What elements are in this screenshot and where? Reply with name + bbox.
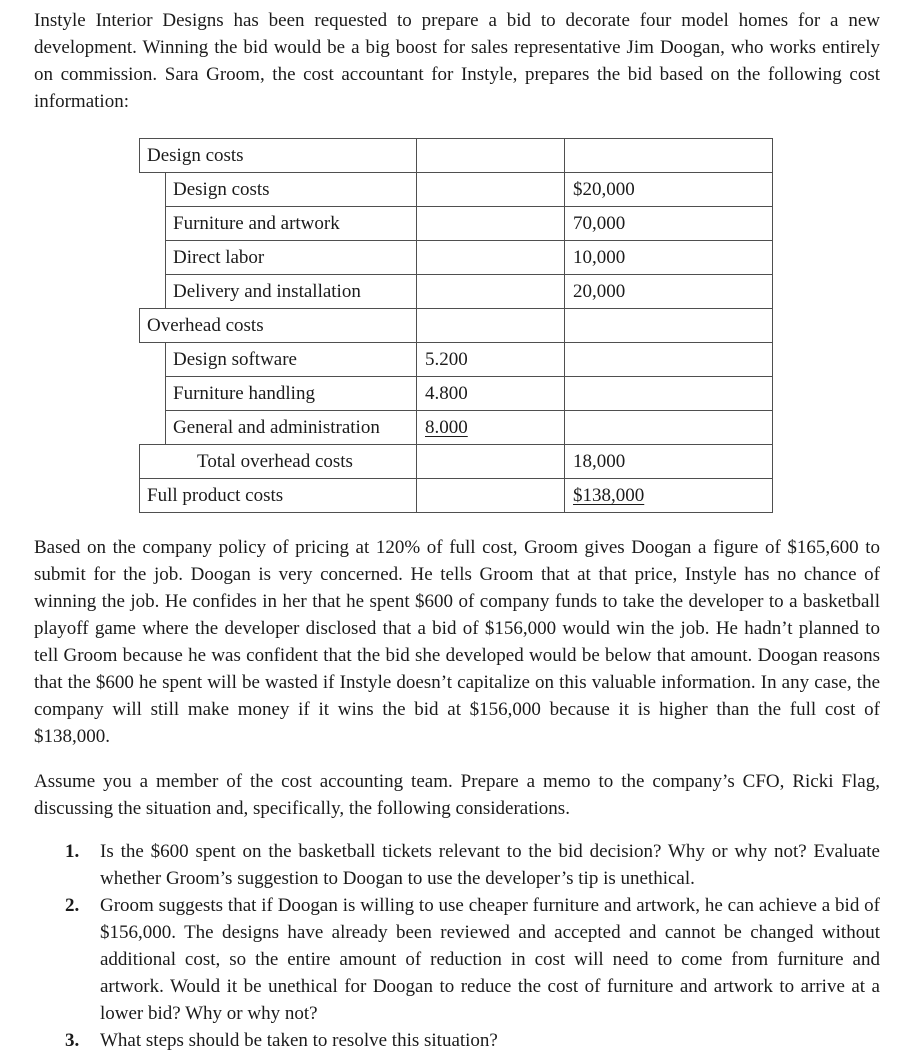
question-item-1 xyxy=(65,838,880,892)
subtotal-cell: 5.200 xyxy=(416,343,564,376)
subtotal-cell xyxy=(416,241,564,274)
amount-cell xyxy=(564,343,772,376)
question-number: 3. xyxy=(65,1030,80,1051)
question-text: Groom suggests that if Doogan is willing to use cheaper furniture and artwork, he can achieve a bid of $156,000. The designs have already been reviewed and accepted and cannot be changed without additional cost, so the entire amount of reduction in cost will need to come from furniture and artwork. Would it be unethical for Doogan to reduce the cost of furniture and artwork to arrive at a lower bid? Why or why not? xyxy=(100,895,880,1024)
row-label: Furniture and artwork xyxy=(173,213,340,234)
amount-cell: 18,000 xyxy=(564,445,772,478)
amount-cell xyxy=(564,139,772,172)
cost-table-row-furniture-artwork xyxy=(165,206,773,241)
cost-table-row-delivery-installation xyxy=(165,274,773,309)
question-item-3 xyxy=(65,1027,880,1054)
question-number: 1. xyxy=(65,841,80,862)
amount-cell xyxy=(564,377,772,410)
row-label: Furniture handling xyxy=(173,383,315,404)
amount-cell: $20,000 xyxy=(564,173,772,206)
cost-table-row-overhead-group xyxy=(139,308,773,343)
question-number: 2. xyxy=(65,895,80,916)
row-label: Design costs xyxy=(147,145,244,166)
subtotal-cell xyxy=(416,479,564,512)
cost-table-row-design-software xyxy=(165,342,773,377)
subtotal-cell xyxy=(416,309,564,342)
intro-paragraph: Instyle Interior Designs has been requested to prepare a bid to decorate four model homes for a new development. Winning the bid would be a big boost for sales representative Jim Doogan, who works entirely on commission. Sara Groom, the cost accountant for Instyle, prepares the bid based on the following cost information: xyxy=(34,10,880,112)
amount-cell xyxy=(564,309,772,342)
cost-table-row-design-costs-group xyxy=(139,138,773,173)
subtotal-cell: 4.800 xyxy=(416,377,564,410)
subtotal-cell xyxy=(416,445,564,478)
row-label: Total overhead costs xyxy=(197,451,353,472)
amount-cell: 70,000 xyxy=(564,207,772,240)
questions-list xyxy=(65,838,880,1054)
row-label: Design costs xyxy=(173,179,270,200)
situation-paragraph: Based on the company policy of pricing at 120% of full cost, Groom gives Doogan a figure of $165,600 to submit for the job. Doogan is very concerned. He tells Groom that at that price, Instyle has no chance of winning the job. He confides in her that he spent $600 of company funds to take the developer to a basketball playoff game where the developer disclosed that a bid of $156,000 would win the job. He hadn’t planned to tell Groom because he was confident that the bid she developed would be below that amount. Doogan reasons that the $600 he spent will be wasted if Instyle doesn’t capitalize on this valuable information. In any case, the company will still make money if it wins the bid at $156,000 because it is higher than the full cost of $138,000. xyxy=(34,537,880,747)
row-label: General and administration xyxy=(173,417,380,438)
amount-cell: 10,000 xyxy=(564,241,772,274)
cost-table-row-general-administration xyxy=(165,410,773,445)
row-label: Direct labor xyxy=(173,247,265,268)
subtotal-cell xyxy=(416,173,564,206)
row-label: Design software xyxy=(173,349,297,370)
question-item-2 xyxy=(65,892,880,1027)
amount-cell-underlined: $138,000 xyxy=(564,479,772,512)
question-text: Is the $600 spent on the basketball tickets relevant to the bid decision? Why or why not? Evaluate whether Groom’s suggestion to Doogan to use the developer’s tip is unethical. xyxy=(100,841,880,889)
subtotal-cell xyxy=(416,139,564,172)
assignment-paragraph: Assume you a member of the cost accounting team. Prepare a memo to the company’s CFO, Ricki Flag, discussing the situation and, specifically, the following considerations. xyxy=(34,771,880,819)
question-text: What steps should be taken to resolve this situation? xyxy=(100,1030,498,1051)
row-label: Full product costs xyxy=(147,485,284,506)
subtotal-cell xyxy=(416,275,564,308)
subtotal-cell xyxy=(416,207,564,240)
cost-table-row-total-overhead xyxy=(139,444,773,479)
amount-cell xyxy=(564,411,772,444)
row-label: Delivery and installation xyxy=(173,281,361,302)
cost-table-row-direct-labor xyxy=(165,240,773,275)
row-label: Overhead costs xyxy=(147,315,264,336)
cost-table-row-design-costs xyxy=(165,172,773,207)
cost-table xyxy=(139,138,880,513)
amount-cell: 20,000 xyxy=(564,275,772,308)
cost-table-row-furniture-handling xyxy=(165,376,773,411)
cost-table-row-full-product-costs xyxy=(139,478,773,513)
subtotal-cell-underlined: 8.000 xyxy=(416,411,564,444)
